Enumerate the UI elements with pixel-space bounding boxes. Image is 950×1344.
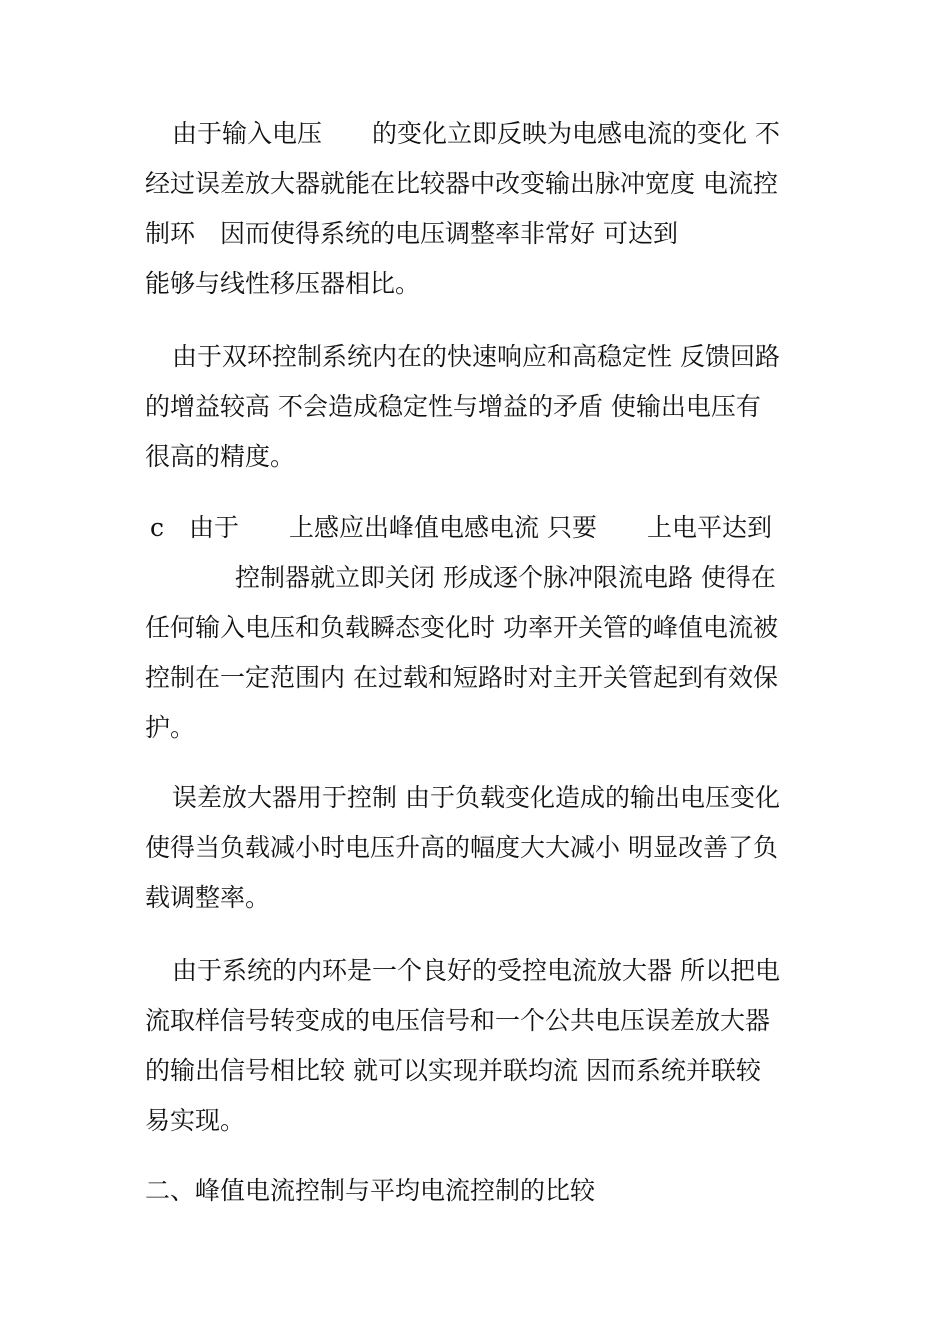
text-line: 的输出信号相比较 就可以实现并联均流 因而系统并联较 [145, 1056, 761, 1085]
text-line: 很高的精度。 [145, 442, 296, 471]
text-line: 控制器就立即关闭 形成逐个脉冲限流电路 使得在 [235, 563, 776, 592]
text-line: 由于系统的内环是一个良好的受控电流放大器 所以把电 [172, 956, 780, 985]
text-line: 护。 [145, 713, 196, 742]
text-line: 载调整率。 [145, 883, 271, 912]
text-line: 制环 因而使得系统的电压调整率非常好 可达到 [145, 219, 678, 248]
text-line: 由于双环控制系统内在的快速响应和高稳定性 反馈回路 [172, 342, 780, 371]
text-line: 任何输入电压和负载瞬态变化时 功率开关管的峰值电流被 [145, 613, 778, 642]
text-line: 由于输入电压 的变化立即反映为电感电流的变化 不 [172, 119, 780, 148]
text-line: c 由于 上感应出峰值电感电流 只要 上电平达到 [150, 513, 772, 542]
text-line: 能够与线性移压器相比。 [145, 269, 421, 298]
text-line: 误差放大器用于控制 由于负载变化造成的输出电压变化 [172, 783, 780, 812]
text-line: 的增益较高 不会造成稳定性与增益的矛盾 使输出电压有 [145, 392, 761, 421]
text-line: 流取样信号转变成的电压信号和一个公共电压误差放大器 [145, 1006, 771, 1035]
section-heading: 二、峰值电流控制与平均电流控制的比较 [145, 1176, 596, 1205]
text-line: 控制在一定范围内 在过载和短路时对主开关管起到有效保 [145, 663, 778, 692]
text-line: 易实现。 [145, 1106, 246, 1135]
text-line: 经过误差放大器就能在比较器中改变输出脉冲宽度 电流控 [145, 169, 778, 198]
text-line: 使得当负载减小时电压升高的幅度大大减小 明显改善了负 [145, 833, 778, 862]
